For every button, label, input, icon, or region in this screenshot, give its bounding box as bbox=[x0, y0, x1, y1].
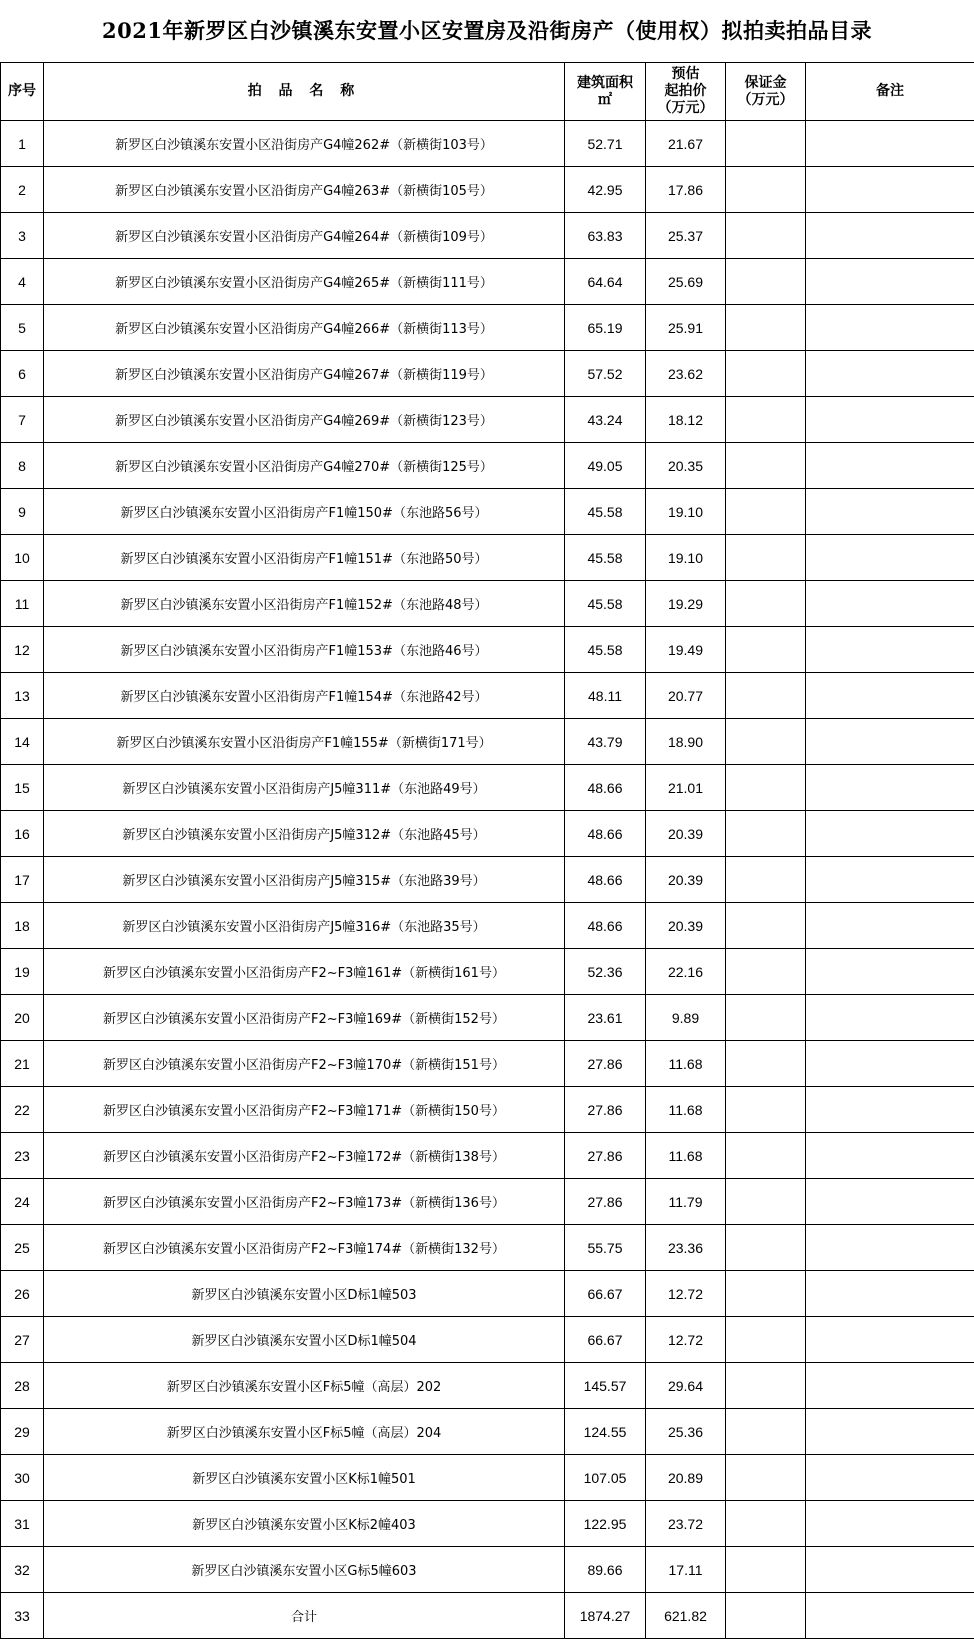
cell-deposit bbox=[726, 535, 806, 581]
cell-note bbox=[806, 811, 974, 857]
cell-area: 23.61 bbox=[565, 995, 646, 1041]
header-name: 拍 品 名 称 bbox=[44, 63, 565, 121]
header-deposit-unit: （万元） bbox=[737, 91, 794, 108]
cell-area: 64.64 bbox=[565, 259, 646, 305]
cell-item-name: 新罗区白沙镇溪东安置小区G标5幢603 bbox=[44, 1547, 565, 1593]
table-row bbox=[1, 1271, 974, 1317]
cell-note bbox=[806, 1271, 974, 1317]
cell-area: 107.05 bbox=[565, 1455, 646, 1501]
cell-seq: 31 bbox=[1, 1501, 44, 1547]
cell-area: 52.36 bbox=[565, 949, 646, 995]
cell-seq: 12 bbox=[1, 627, 44, 673]
cell-price: 20.89 bbox=[646, 1455, 726, 1501]
cell-area: 27.86 bbox=[565, 1041, 646, 1087]
header-note: 备注 bbox=[806, 63, 974, 121]
cell-seq: 24 bbox=[1, 1179, 44, 1225]
table-body bbox=[1, 121, 974, 1639]
cell-deposit bbox=[726, 1317, 806, 1363]
cell-area: 49.05 bbox=[565, 443, 646, 489]
cell-deposit bbox=[726, 489, 806, 535]
table-row bbox=[1, 489, 974, 535]
cell-deposit bbox=[726, 213, 806, 259]
cell-deposit bbox=[726, 121, 806, 167]
table-row bbox=[1, 627, 974, 673]
cell-price: 19.10 bbox=[646, 489, 726, 535]
cell-price: 25.37 bbox=[646, 213, 726, 259]
cell-deposit bbox=[726, 857, 806, 903]
cell-note bbox=[806, 1225, 974, 1271]
cell-note bbox=[806, 443, 974, 489]
cell-price: 12.72 bbox=[646, 1317, 726, 1363]
cell-price: 23.72 bbox=[646, 1501, 726, 1547]
cell-price: 11.68 bbox=[646, 1087, 726, 1133]
cell-price: 17.86 bbox=[646, 167, 726, 213]
table-row bbox=[1, 305, 974, 351]
header-seq: 序号 bbox=[1, 63, 44, 121]
cell-item-name: 新罗区白沙镇溪东安置小区沿街房产F2~F3幢161#（新横街161号） bbox=[44, 949, 565, 995]
table-row bbox=[1, 581, 974, 627]
table-row bbox=[1, 765, 974, 811]
cell-area: 122.95 bbox=[565, 1501, 646, 1547]
cell-deposit bbox=[726, 949, 806, 995]
cell-area: 48.66 bbox=[565, 765, 646, 811]
cell-deposit bbox=[726, 1133, 806, 1179]
cell-area: 48.66 bbox=[565, 857, 646, 903]
cell-price: 23.62 bbox=[646, 351, 726, 397]
header-area-label: 建筑面积 bbox=[577, 74, 633, 91]
header-price-line1: 预估 bbox=[671, 66, 700, 82]
cell-note bbox=[806, 167, 974, 213]
cell-item-name: 新罗区白沙镇溪东安置小区沿街房产G4幢269#（新横街123号） bbox=[44, 397, 565, 443]
cell-note bbox=[806, 1593, 974, 1639]
cell-deposit bbox=[726, 995, 806, 1041]
table-row bbox=[1, 1041, 974, 1087]
table-row bbox=[1, 857, 974, 903]
cell-note bbox=[806, 1087, 974, 1133]
cell-item-name: 新罗区白沙镇溪东安置小区沿街房产J5幢312#（东池路45号） bbox=[44, 811, 565, 857]
cell-item-name: 新罗区白沙镇溪东安置小区沿街房产G4幢263#（新横街105号） bbox=[44, 167, 565, 213]
cell-price: 25.69 bbox=[646, 259, 726, 305]
cell-item-name: 新罗区白沙镇溪东安置小区D标1幢504 bbox=[44, 1317, 565, 1363]
cell-note bbox=[806, 351, 974, 397]
cell-note bbox=[806, 1041, 974, 1087]
table-row bbox=[1, 259, 974, 305]
cell-deposit bbox=[726, 1087, 806, 1133]
page-title: 2021年新罗区白沙镇溪东安置小区安置房及沿街房产（使用权）拟拍卖拍品目录 bbox=[102, 18, 872, 43]
cell-seq: 13 bbox=[1, 673, 44, 719]
cell-price: 25.36 bbox=[646, 1409, 726, 1455]
cell-item-name: 新罗区白沙镇溪东安置小区F标5幢（高层）204 bbox=[44, 1409, 565, 1455]
table-row bbox=[1, 351, 974, 397]
cell-seq: 30 bbox=[1, 1455, 44, 1501]
cell-price: 19.49 bbox=[646, 627, 726, 673]
cell-area: 65.19 bbox=[565, 305, 646, 351]
cell-seq: 10 bbox=[1, 535, 44, 581]
cell-item-name: 新罗区白沙镇溪东安置小区沿街房产F2~F3幢169#（新横街152号） bbox=[44, 995, 565, 1041]
cell-deposit bbox=[726, 443, 806, 489]
cell-note bbox=[806, 903, 974, 949]
cell-item-name: 新罗区白沙镇溪东安置小区沿街房产F2~F3幢174#（新横街132号） bbox=[44, 1225, 565, 1271]
cell-seq: 9 bbox=[1, 489, 44, 535]
cell-price: 21.01 bbox=[646, 765, 726, 811]
cell-note bbox=[806, 1317, 974, 1363]
cell-deposit bbox=[726, 581, 806, 627]
cell-area: 45.58 bbox=[565, 627, 646, 673]
table-row bbox=[1, 1179, 974, 1225]
cell-note bbox=[806, 1547, 974, 1593]
cell-note bbox=[806, 535, 974, 581]
cell-item-name: 新罗区白沙镇溪东安置小区沿街房产F1幢152#（东池路48号） bbox=[44, 581, 565, 627]
cell-deposit bbox=[726, 627, 806, 673]
cell-deposit bbox=[726, 673, 806, 719]
cell-item-name: 新罗区白沙镇溪东安置小区沿街房产G4幢266#（新横街113号） bbox=[44, 305, 565, 351]
cell-note bbox=[806, 1409, 974, 1455]
table-row bbox=[1, 443, 974, 489]
cell-seq: 16 bbox=[1, 811, 44, 857]
cell-area: 89.66 bbox=[565, 1547, 646, 1593]
cell-item-name: 新罗区白沙镇溪东安置小区沿街房产F2~F3幢172#（新横街138号） bbox=[44, 1133, 565, 1179]
table-row bbox=[1, 1455, 974, 1501]
cell-deposit bbox=[726, 903, 806, 949]
cell-area: 27.86 bbox=[565, 1179, 646, 1225]
table-row bbox=[1, 1547, 974, 1593]
cell-note bbox=[806, 1133, 974, 1179]
cell-item-name: 新罗区白沙镇溪东安置小区K标2幢403 bbox=[44, 1501, 565, 1547]
cell-price: 20.39 bbox=[646, 857, 726, 903]
header-price bbox=[646, 63, 726, 121]
cell-seq: 19 bbox=[1, 949, 44, 995]
cell-item-name: 新罗区白沙镇溪东安置小区沿街房产J5幢311#（东池路49号） bbox=[44, 765, 565, 811]
cell-price: 20.77 bbox=[646, 673, 726, 719]
cell-price: 20.35 bbox=[646, 443, 726, 489]
cell-item-name: 新罗区白沙镇溪东安置小区沿街房产G4幢265#（新横街111号） bbox=[44, 259, 565, 305]
cell-area: 43.24 bbox=[565, 397, 646, 443]
cell-area: 48.66 bbox=[565, 903, 646, 949]
cell-seq: 4 bbox=[1, 259, 44, 305]
header-deposit-label: 保证金 bbox=[744, 74, 787, 91]
cell-deposit bbox=[726, 397, 806, 443]
cell-area: 48.66 bbox=[565, 811, 646, 857]
header-area bbox=[565, 63, 646, 121]
cell-deposit bbox=[726, 1179, 806, 1225]
header-deposit bbox=[726, 63, 806, 121]
cell-note bbox=[806, 765, 974, 811]
cell-deposit bbox=[726, 1363, 806, 1409]
cell-note bbox=[806, 995, 974, 1041]
cell-seq: 6 bbox=[1, 351, 44, 397]
cell-seq: 22 bbox=[1, 1087, 44, 1133]
cell-note bbox=[806, 1455, 974, 1501]
cell-area: 124.55 bbox=[565, 1409, 646, 1455]
cell-seq: 33 bbox=[1, 1593, 44, 1639]
cell-note bbox=[806, 397, 974, 443]
cell-deposit bbox=[726, 719, 806, 765]
cell-note bbox=[806, 857, 974, 903]
cell-item-name: 新罗区白沙镇溪东安置小区D标1幢503 bbox=[44, 1271, 565, 1317]
cell-seq: 7 bbox=[1, 397, 44, 443]
cell-deposit bbox=[726, 1593, 806, 1639]
cell-deposit bbox=[726, 305, 806, 351]
cell-seq: 20 bbox=[1, 995, 44, 1041]
cell-deposit bbox=[726, 765, 806, 811]
cell-item-name: 新罗区白沙镇溪东安置小区沿街房产F2~F3幢171#（新横街150号） bbox=[44, 1087, 565, 1133]
cell-price: 25.91 bbox=[646, 305, 726, 351]
cell-item-name: 新罗区白沙镇溪东安置小区沿街房产G4幢264#（新横街109号） bbox=[44, 213, 565, 259]
cell-seq: 28 bbox=[1, 1363, 44, 1409]
table-row bbox=[1, 1501, 974, 1547]
total-row bbox=[1, 1593, 974, 1639]
cell-price: 11.79 bbox=[646, 1179, 726, 1225]
cell-deposit bbox=[726, 351, 806, 397]
cell-price: 9.89 bbox=[646, 995, 726, 1041]
cell-note bbox=[806, 627, 974, 673]
cell-item-name: 新罗区白沙镇溪东安置小区沿街房产F1幢150#（东池路56号） bbox=[44, 489, 565, 535]
cell-item-name: 新罗区白沙镇溪东安置小区K标1幢501 bbox=[44, 1455, 565, 1501]
cell-area: 145.57 bbox=[565, 1363, 646, 1409]
cell-area: 45.58 bbox=[565, 489, 646, 535]
cell-note bbox=[806, 213, 974, 259]
cell-item-name: 新罗区白沙镇溪东安置小区沿街房产F2~F3幢170#（新横街151号） bbox=[44, 1041, 565, 1087]
cell-deposit bbox=[726, 1225, 806, 1271]
table-row bbox=[1, 995, 974, 1041]
cell-deposit bbox=[726, 259, 806, 305]
cell-note bbox=[806, 1179, 974, 1225]
cell-price: 12.72 bbox=[646, 1271, 726, 1317]
cell-item-name: 新罗区白沙镇溪东安置小区沿街房产J5幢315#（东池路39号） bbox=[44, 857, 565, 903]
cell-deposit bbox=[726, 1271, 806, 1317]
cell-note bbox=[806, 673, 974, 719]
table-row bbox=[1, 811, 974, 857]
cell-area: 43.79 bbox=[565, 719, 646, 765]
cell-price: 18.90 bbox=[646, 719, 726, 765]
cell-price: 20.39 bbox=[646, 811, 726, 857]
cell-area: 66.67 bbox=[565, 1317, 646, 1363]
cell-seq: 14 bbox=[1, 719, 44, 765]
cell-seq: 21 bbox=[1, 1041, 44, 1087]
table-row bbox=[1, 673, 974, 719]
cell-item-name: 新罗区白沙镇溪东安置小区沿街房产F2~F3幢173#（新横街136号） bbox=[44, 1179, 565, 1225]
cell-note bbox=[806, 1501, 974, 1547]
cell-area: 27.86 bbox=[565, 1087, 646, 1133]
cell-area: 1874.27 bbox=[565, 1593, 646, 1639]
table-row bbox=[1, 1363, 974, 1409]
cell-note bbox=[806, 489, 974, 535]
cell-deposit bbox=[726, 1041, 806, 1087]
cell-note bbox=[806, 949, 974, 995]
cell-area: 42.95 bbox=[565, 167, 646, 213]
cell-seq: 29 bbox=[1, 1409, 44, 1455]
cell-area: 45.58 bbox=[565, 581, 646, 627]
auction-table bbox=[0, 62, 974, 1639]
cell-seq: 23 bbox=[1, 1133, 44, 1179]
cell-seq: 5 bbox=[1, 305, 44, 351]
cell-seq: 17 bbox=[1, 857, 44, 903]
cell-item-name: 新罗区白沙镇溪东安置小区沿街房产F1幢151#（东池路50号） bbox=[44, 535, 565, 581]
table-row bbox=[1, 121, 974, 167]
cell-price: 21.67 bbox=[646, 121, 726, 167]
cell-area: 66.67 bbox=[565, 1271, 646, 1317]
cell-note bbox=[806, 581, 974, 627]
cell-item-name: 新罗区白沙镇溪东安置小区沿街房产G4幢267#（新横街119号） bbox=[44, 351, 565, 397]
cell-seq: 32 bbox=[1, 1547, 44, 1593]
table-row bbox=[1, 903, 974, 949]
cell-deposit bbox=[726, 1501, 806, 1547]
cell-seq: 18 bbox=[1, 903, 44, 949]
cell-seq: 27 bbox=[1, 1317, 44, 1363]
cell-seq: 8 bbox=[1, 443, 44, 489]
cell-area: 52.71 bbox=[565, 121, 646, 167]
cell-price: 621.82 bbox=[646, 1593, 726, 1639]
table-row bbox=[1, 1317, 974, 1363]
table-row bbox=[1, 1225, 974, 1271]
cell-note bbox=[806, 121, 974, 167]
cell-price: 19.29 bbox=[646, 581, 726, 627]
cell-price: 23.36 bbox=[646, 1225, 726, 1271]
cell-deposit bbox=[726, 1409, 806, 1455]
cell-seq: 3 bbox=[1, 213, 44, 259]
cell-note bbox=[806, 719, 974, 765]
table-row bbox=[1, 213, 974, 259]
cell-area: 45.58 bbox=[565, 535, 646, 581]
table-row bbox=[1, 949, 974, 995]
cell-price: 11.68 bbox=[646, 1041, 726, 1087]
table-row bbox=[1, 535, 974, 581]
cell-deposit bbox=[726, 1547, 806, 1593]
table-row bbox=[1, 1087, 974, 1133]
cell-item-name: 新罗区白沙镇溪东安置小区沿街房产G4幢270#（新横街125号） bbox=[44, 443, 565, 489]
cell-price: 19.10 bbox=[646, 535, 726, 581]
header-area-unit: ㎡ bbox=[598, 91, 612, 108]
cell-item-name: 新罗区白沙镇溪东安置小区沿街房产F1幢154#（东池路42号） bbox=[44, 673, 565, 719]
table-row bbox=[1, 167, 974, 213]
cell-note bbox=[806, 1363, 974, 1409]
cell-seq: 15 bbox=[1, 765, 44, 811]
cell-seq: 11 bbox=[1, 581, 44, 627]
cell-price: 18.12 bbox=[646, 397, 726, 443]
cell-item-name: 新罗区白沙镇溪东安置小区沿街房产G4幢262#（新横街103号） bbox=[44, 121, 565, 167]
cell-deposit bbox=[726, 167, 806, 213]
cell-seq: 1 bbox=[1, 121, 44, 167]
table-row bbox=[1, 1133, 974, 1179]
cell-deposit bbox=[726, 811, 806, 857]
cell-price: 29.64 bbox=[646, 1363, 726, 1409]
cell-price: 11.68 bbox=[646, 1133, 726, 1179]
header-price-line3: （万元） bbox=[657, 100, 714, 116]
header-price-line2: 起拍价 bbox=[664, 83, 707, 99]
cell-note bbox=[806, 305, 974, 351]
cell-item-name: 新罗区白沙镇溪东安置小区F标5幢（高层）202 bbox=[44, 1363, 565, 1409]
cell-seq: 26 bbox=[1, 1271, 44, 1317]
cell-area: 55.75 bbox=[565, 1225, 646, 1271]
cell-item-name: 新罗区白沙镇溪东安置小区沿街房产F1幢153#（东池路46号） bbox=[44, 627, 565, 673]
cell-price: 20.39 bbox=[646, 903, 726, 949]
cell-deposit bbox=[726, 1455, 806, 1501]
cell-price: 17.11 bbox=[646, 1547, 726, 1593]
cell-item-name: 合计 bbox=[44, 1593, 565, 1639]
table-row bbox=[1, 719, 974, 765]
cell-seq: 2 bbox=[1, 167, 44, 213]
table-row bbox=[1, 1409, 974, 1455]
cell-note bbox=[806, 259, 974, 305]
cell-price: 22.16 bbox=[646, 949, 726, 995]
cell-item-name: 新罗区白沙镇溪东安置小区沿街房产J5幢316#（东池路35号） bbox=[44, 903, 565, 949]
header-row bbox=[1, 63, 974, 121]
cell-item-name: 新罗区白沙镇溪东安置小区沿街房产F1幢155#（新横街171号） bbox=[44, 719, 565, 765]
cell-area: 27.86 bbox=[565, 1133, 646, 1179]
cell-area: 48.11 bbox=[565, 673, 646, 719]
cell-seq: 25 bbox=[1, 1225, 44, 1271]
table-row bbox=[1, 397, 974, 443]
cell-area: 63.83 bbox=[565, 213, 646, 259]
cell-area: 57.52 bbox=[565, 351, 646, 397]
